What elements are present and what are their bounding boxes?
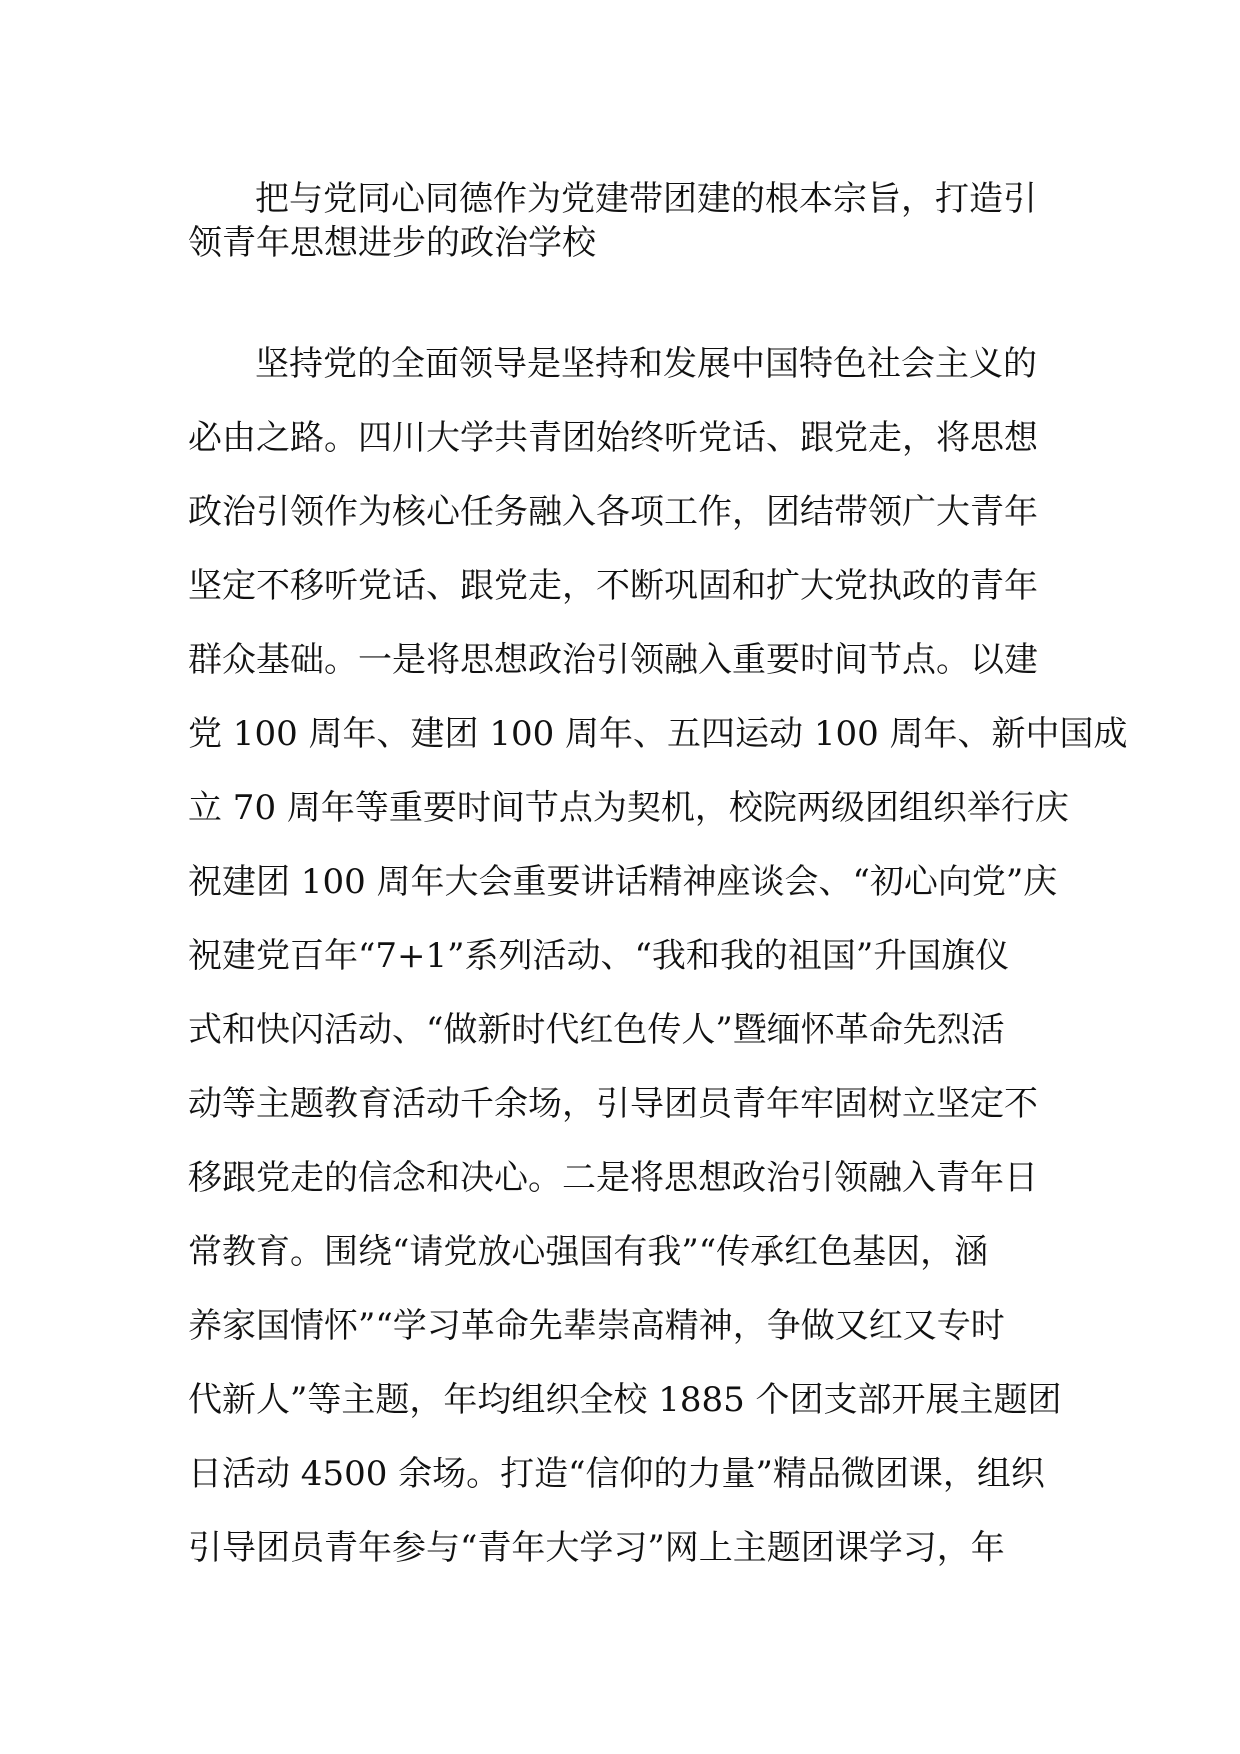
- paragraph-line: 坚持党的全面领导是坚持和发展中国特色社会主义的: [255, 344, 1037, 384]
- paragraph-line: 养家国情怀”“学习革命先辈崇高精神，争做又红又专时: [188, 1306, 1005, 1346]
- paragraph-line: 代新人”等主题，年均组织全校 1885 个团支部开展主题团: [188, 1380, 1062, 1420]
- paragraph-line: 式和快闪活动、“做新时代红色传人”暨缅怀革命先烈活: [188, 1010, 1005, 1050]
- paragraph-line: 常教育。围绕“请党放心强国有我”“传承红色基因，涵: [188, 1232, 989, 1272]
- paragraph-line: 党 100 周年、建团 100 周年、五四运动 100 周年、新中国成: [188, 714, 1128, 754]
- paragraph-line: 必由之路。四川大学共青团始终听党话、跟党走，将思想: [188, 418, 1038, 458]
- paragraph-line: 祝建党百年“7+1”系列活动、“我和我的祖国”升国旗仪: [188, 936, 1010, 976]
- paragraph-line: 移跟党走的信念和决心。二是将思想政治引领融入青年日: [188, 1158, 1038, 1198]
- paragraph-line: 祝建团 100 周年大会重要讲话精神座谈会、“初心向党”庆: [188, 862, 1058, 902]
- paragraph-line: 动等主题教育活动千余场，引导团员青年牢固树立坚定不: [188, 1084, 1038, 1124]
- paragraph-line: 政治引领作为核心任务融入各项工作，团结带领广大青年: [188, 492, 1038, 532]
- paragraph-line: 立 70 周年等重要时间节点为契机，校院两级团组织举行庆: [188, 788, 1069, 828]
- paragraph-line: 日活动 4500 余场。打造“信仰的力量”精品微团课，组织: [188, 1454, 1045, 1494]
- paragraph-line: 引导团员青年参与“青年大学习”网上主题团课学习，年: [188, 1528, 1005, 1568]
- heading-line: 领青年思想进步的政治学校: [188, 223, 596, 263]
- paragraph-line: 群众基础。一是将思想政治引领融入重要时间节点。以建: [188, 640, 1038, 680]
- paragraph-line: 坚定不移听党话、跟党走，不断巩固和扩大党执政的青年: [188, 566, 1038, 606]
- heading-line: 把与党同心同德作为党建带团建的根本宗旨，打造引: [255, 179, 1037, 219]
